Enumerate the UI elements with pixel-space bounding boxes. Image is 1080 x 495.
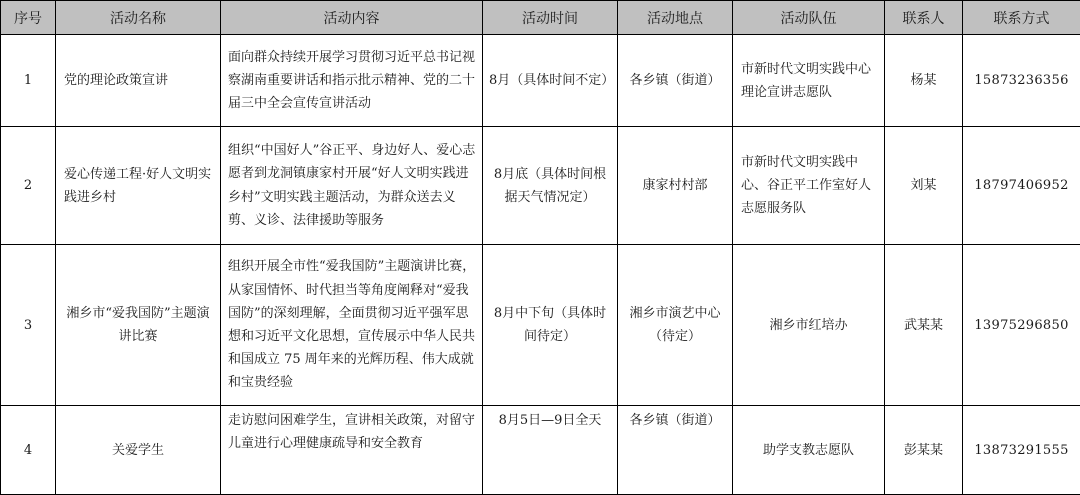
header-activity-time: 活动时间	[483, 1, 618, 35]
activity-name: 湘乡市“爱我国防”主题演讲比赛	[56, 245, 221, 406]
table-row	[1, 245, 1080, 406]
activity-content: 面向群众持续开展学习贯彻习近平总书记视察湖南重要讲话和指示批示精神、党的二十届三中全会宣传宣讲活动	[221, 35, 483, 127]
activity-team: 助学支教志愿队	[733, 406, 885, 495]
contact-phone: 18797406952	[963, 127, 1080, 245]
header-activity-content: 活动内容	[221, 1, 483, 35]
header-activity-location: 活动地点	[618, 1, 733, 35]
contact-person: 彭某某	[885, 406, 963, 495]
header-activity-name: 活动名称	[56, 1, 221, 35]
contact-person: 杨某	[885, 35, 963, 127]
activity-time: 8月5日—9日全天	[483, 406, 618, 495]
contact-phone: 15873236356	[963, 35, 1080, 127]
activity-team: 市新时代文明实践中心理论宣讲志愿队	[733, 35, 885, 127]
contact-person: 刘某	[885, 127, 963, 245]
activity-location: 各乡镇（街道）	[618, 406, 733, 495]
activity-content: 走访慰问困难学生，宣讲相关政策，对留守儿童进行心理健康疏导和安全教育	[221, 406, 483, 495]
header-phone: 联系方式	[963, 1, 1080, 35]
activity-time: 8月中下旬（具体时间待定）	[483, 245, 618, 406]
activity-team: 市新时代文明实践中心、谷正平工作室好人志愿服务队	[733, 127, 885, 245]
activity-content: 组织开展全市性“爱我国防”主题演讲比赛，从家国情怀、时代担当等角度阐释对“爱我国防”的深刻理解，全面贯彻习近平强军思想和习近平文化思想，宣传展示中华人民共和国成立 75 周年来的光辉历程、伟大成就和宝贵经验	[221, 245, 483, 406]
activity-name: 爱心传递工程·好人文明实践进乡村	[56, 127, 221, 245]
header-activity-team: 活动队伍	[733, 1, 885, 35]
activity-team: 湘乡市红培办	[733, 245, 885, 406]
row-index: 2	[1, 127, 56, 245]
contact-person: 武某某	[885, 245, 963, 406]
contact-phone: 13873291555	[963, 406, 1080, 495]
activity-location: 康家村村部	[618, 127, 733, 245]
activity-name: 关爱学生	[56, 406, 221, 495]
row-index: 4	[1, 406, 56, 495]
header-index: 序号	[1, 1, 56, 35]
table-row	[1, 35, 1080, 127]
activity-time: 8月底（具体时间根据天气情况定）	[483, 127, 618, 245]
activity-location: 湘乡市演艺中心（待定）	[618, 245, 733, 406]
header-contact: 联系人	[885, 1, 963, 35]
row-index: 1	[1, 35, 56, 127]
activity-content: 组织“中国好人”谷正平、身边好人、爱心志愿者到龙洞镇康家村开展“好人文明实践进乡村”文明实践主题活动，为群众送去义剪、义诊、法律援助等服务	[221, 127, 483, 245]
activity-time: 8月（具体时间不定）	[483, 35, 618, 127]
activity-name: 党的理论政策宣讲	[56, 35, 221, 127]
activity-location: 各乡镇（街道）	[618, 35, 733, 127]
table-header-row	[1, 1, 1080, 35]
row-index: 3	[1, 245, 56, 406]
contact-phone: 13975296850	[963, 245, 1080, 406]
table-row	[1, 406, 1080, 495]
table-row	[1, 127, 1080, 245]
